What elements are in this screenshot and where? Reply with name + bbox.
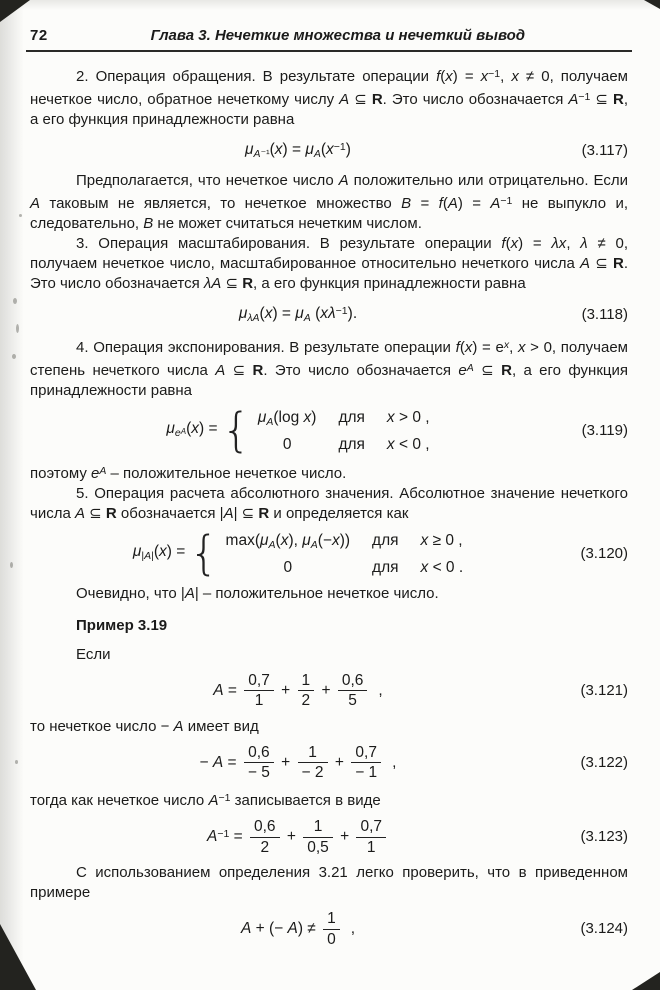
- paragraph-absolute-value: 5. Операция расчета абсолютного значения. Абсолютное значение нечеткого числа A ⊆ R обозначается |A| ⊆ R и определяется как: [30, 485, 628, 522]
- equation-body: A = $\frac{0,7}{1}$ + $\frac{1}{2}$ + $\frac{0,6}{5}$ ,: [213, 672, 383, 710]
- scan-speck-artifact: [12, 354, 16, 359]
- equation-3-117: [30, 137, 628, 164]
- equation-number: (3.120): [580, 545, 628, 562]
- equation-body: $\mu_{\lambda A}(x) = \mu_A$ $(x\lambda^{-1})$.: [238, 305, 358, 324]
- page-header: [30, 27, 628, 44]
- equation-number: (3.118): [581, 305, 628, 323]
- paragraph-scaling: 3. Операция масштабирования. В результате операции f(x) = λx, λ ≠ 0, получаем нечеткое число, масштабированное относительно нечеткого числа A ⊆ R. Это число обозначается λA ⊆ R, а его функция принадлежности равна: [30, 235, 629, 292]
- paragraph-if: Если: [76, 646, 111, 663]
- equation-number: (3.121): [580, 681, 628, 699]
- paragraph-abs-note: Очевидно, что |A| – положительное нечеткое число.: [76, 585, 439, 602]
- equation-number: (3.122): [580, 753, 628, 771]
- paragraph-inversion: 2. Операция обращения. В результате операции $f(x) = x^{-1}$, x ≠ 0, получаем нечеткое число, обратное нечеткому числу A ⊆ R. Это число обозначается $A^{-1}$ ⊆ R, а его функция принадлежности равна: [30, 68, 629, 128]
- equation-body: A + (− A) ≠ $\frac{1}{0}$ ,: [240, 910, 356, 948]
- scan-speck-artifact: [16, 324, 19, 333]
- equation-body: $\mu_{e^A}(x)$ = { $\mu_A(\log$ x) для x > 0 , 0 для x < 0 ,: [166, 403, 430, 458]
- scan-speck-artifact: [10, 562, 13, 568]
- equation-number: (3.123): [580, 828, 628, 846]
- paragraph-exp-note: поэтому $e^A$ – положительное нечеткое число.: [30, 465, 347, 482]
- scan-speck-artifact: [15, 760, 18, 764]
- equation-3-121: [30, 672, 628, 710]
- equation-3-118: [30, 301, 628, 328]
- equation-number: (3.124): [580, 920, 628, 938]
- paragraph-negation: то нечеткое число − A имеет вид: [30, 717, 259, 735]
- paragraph-check: С использованием определения 3.21 легко проверить, что в приведенном примере: [30, 864, 628, 902]
- chapter-title: Глава 3. Нечеткие множества и нечеткий вывод: [150, 27, 526, 44]
- equation-body: − A = $\frac{0,6}{- 5}$ + $\frac{1}{- 2}$ + $\frac{0,7}{- 1}$ ,: [199, 743, 397, 782]
- scan-corner-artifact: [0, 0, 30, 22]
- paragraph-inverse-form: тогда как нечеткое число $A^{-1}$ записывается в виде: [30, 792, 381, 810]
- paragraph-exponentiation: 4. Операция экспонирования. В результате операции $f(x) = e^x$, x > 0, получаем степень нечеткого числа A ⊆ R. Это число обозначается $e^A$ ⊆ R, а его функция принадлежности равна: [30, 339, 628, 399]
- scan-edge-artifact: [0, 0, 24, 990]
- equation-3-119: [30, 403, 628, 458]
- page-number: 72: [30, 27, 48, 44]
- equation-3-120: [30, 526, 628, 581]
- equation-body: $\mu_{A^{-1}}(x) = \mu_A(x^{-1})$: [245, 141, 351, 160]
- equation-3-124: [30, 910, 628, 948]
- scan-speck-artifact: [13, 298, 17, 304]
- page-body: [30, 64, 628, 955]
- equation-number: (3.119): [581, 422, 628, 439]
- scan-edge-artifact: [0, 0, 660, 10]
- equation-3-122: [30, 744, 628, 782]
- equation-3-123: [30, 818, 628, 856]
- equation-number: (3.117): [581, 141, 628, 159]
- equation-body: $A^{-1}$ = $\frac{0,6}{2}$ + $\frac{1}{0,5}$ + $\frac{0,7}{1}$: [30, 818, 566, 856]
- paragraph-convexity: Предполагается, что нечеткое число A положительно или отрицательно. Если A таковым не является, то нечеткое множество $B = f(A) = A^{-1}$ не выпукло и, следовательно, B не может считаться нечетким числом.: [30, 172, 628, 232]
- example-heading: Пример 3.19: [76, 617, 168, 634]
- scan-speck-artifact: [19, 214, 22, 217]
- header-rule: [26, 50, 632, 52]
- equation-body: $\mu_{|A|}(x)$ = { $\max(\mu_A(x)$, $\mu_A(-x)$) для x ≥ 0 , 0 для x < 0 .: [132, 526, 464, 581]
- scan-corner-artifact: [632, 972, 660, 990]
